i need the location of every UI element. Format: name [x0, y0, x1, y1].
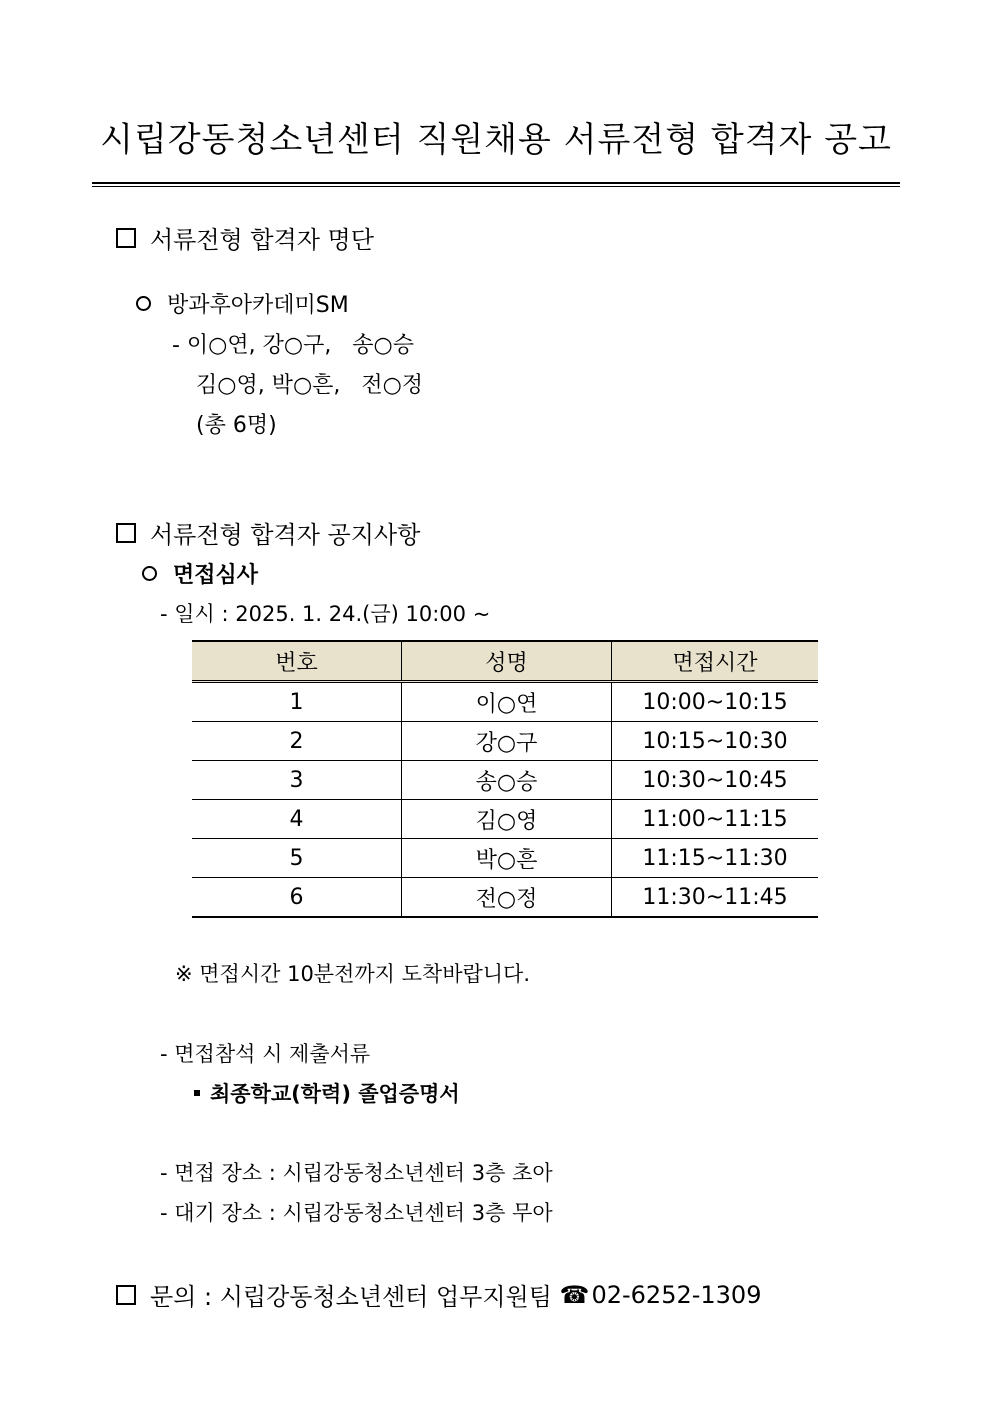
cell-number: 2 [192, 722, 402, 761]
contact-phone: 02-6252-1309 [591, 1280, 762, 1309]
section2-heading [116, 515, 420, 550]
circle-bullet-icon [136, 296, 151, 311]
section1-heading-text: 서류전형 합격자 명단 [150, 226, 374, 254]
page-title: 시립강동청소년센터 직원채용 서류전형 합격자 공고 [100, 120, 892, 160]
checkbox-square-icon [116, 523, 136, 543]
section2-heading-text: 서류전형 합격자 공지사항 [150, 521, 421, 549]
cell-name: 송○승 [402, 761, 612, 800]
table-row [192, 682, 818, 722]
cell-number: 6 [192, 878, 402, 918]
org-name: 방과후아카데미SM [167, 293, 349, 318]
square-bullet-icon [194, 1090, 200, 1096]
arrival-note: ※ 면접시간 10분전까지 도착바랍니다. [175, 962, 531, 986]
cell-name: 강○구 [402, 722, 612, 761]
interview-label: 면접심사 [173, 563, 259, 588]
table-row [192, 761, 818, 800]
checkbox-square-icon [116, 228, 136, 248]
names-line-2: 김○영, 박○흔, 전○정 [196, 373, 424, 398]
org-line [136, 288, 349, 319]
documents-label: - 면접참석 시 제출서류 [160, 1042, 371, 1066]
checkbox-square-icon [116, 1285, 136, 1305]
cell-name: 전○정 [402, 878, 612, 918]
waiting-venue: - 대기 장소 : 시립강동청소년센터 3층 무아 [160, 1201, 553, 1225]
document-item: 최종학교(학력) 졸업증명서 [210, 1082, 460, 1106]
header-time: 면접시간 [612, 641, 819, 682]
cell-time: 10:30~10:45 [612, 761, 819, 800]
cell-number: 4 [192, 800, 402, 839]
contact-line [116, 1277, 761, 1312]
contact-text: 문의 : 시립강동청소년센터 업무지원팀 [150, 1283, 560, 1311]
title-rule-thick [92, 182, 900, 184]
cell-number: 1 [192, 682, 402, 722]
cell-time: 10:00~10:15 [612, 682, 819, 722]
interview-datetime: - 일시 : 2025. 1. 24.(금) 10:00 ~ [160, 602, 491, 626]
section1-heading [116, 220, 374, 255]
header-name: 성명 [402, 641, 612, 682]
circle-bullet-icon [142, 566, 157, 581]
cell-number: 3 [192, 761, 402, 800]
cell-name: 박○흔 [402, 839, 612, 878]
cell-time: 11:00~11:15 [612, 800, 819, 839]
interview-schedule-table [192, 640, 818, 918]
interview-venue: - 면접 장소 : 시립강동청소년센터 3층 초아 [160, 1161, 553, 1185]
table-row [192, 878, 818, 918]
document-item-line [194, 1078, 460, 1108]
names-line-1: - 이○연, 강○구, 송○승 [172, 333, 414, 358]
cell-number: 5 [192, 839, 402, 878]
table-row [192, 839, 818, 878]
header-number: 번호 [192, 641, 402, 682]
table-row [192, 722, 818, 761]
interview-line [142, 558, 258, 589]
cell-time: 11:15~11:30 [612, 839, 819, 878]
phone-icon: ☎ [559, 1280, 590, 1309]
table-header-row [192, 641, 818, 682]
cell-time: 11:30~11:45 [612, 878, 819, 918]
table-row [192, 800, 818, 839]
cell-time: 10:15~10:30 [612, 722, 819, 761]
cell-name: 김○영 [402, 800, 612, 839]
cell-name: 이○연 [402, 682, 612, 722]
total-count: (총 6명) [196, 413, 277, 438]
title-rule-thin [92, 186, 900, 187]
